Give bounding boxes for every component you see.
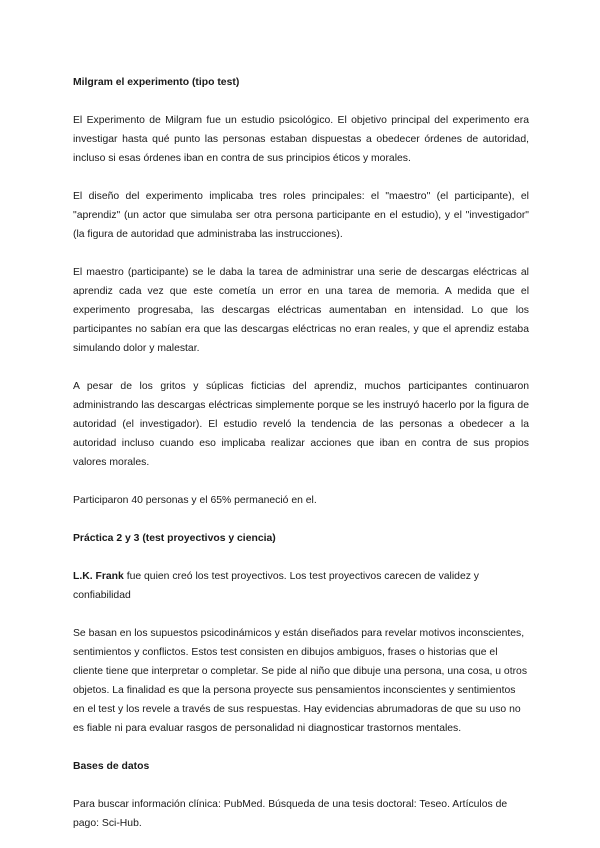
section-title-databases: Bases de datos [73, 761, 150, 772]
section-title-milgram: Milgram el experimento (tipo test) [73, 77, 240, 88]
paragraph-roles: El diseño del experimento implicaba tres roles principales: el "maestro" (el participante), el "aprendiz" (un actor que simulaba ser otra persona participante en el estudio), y el "investigador" (la figura de autoridad que administraba las instrucciones). [73, 191, 529, 240]
section-title-practica: Práctica 2 y 3 (test proyectivos y ciencia) [73, 533, 276, 544]
paragraph-participants: Participaron 40 personas y el 65% permaneció en el. [73, 495, 317, 506]
document-body [73, 73, 529, 833]
paragraph-frank [73, 567, 529, 605]
paragraph-intro: El Experimento de Milgram fue un estudio psicológico. El objetivo principal del experimento era investigar hasta qué punto las personas estaban dispuestas a obedecer órdenes de autoridad, incluso si esas órdenes iban en contra de sus principios éticos y morales. [73, 115, 529, 164]
frank-name: L.K. Frank [73, 571, 124, 582]
paragraph-databases: Para buscar información clínica: PubMed. Búsqueda de una tesis doctoral: Teseo. Artículos de pago: Sci-Hub. [73, 799, 508, 829]
paragraph-projective-tests: Se basan en los supuestos psicodinámicos y están diseñados para revelar motivos inconscientes, sentimientos y conflictos. Estos test consisten en dibujos ambiguos, frases o historias que el cliente tiene que interpretar o completar. Se pide al niño que dibuje una persona, una cosa, u otros objetos. La finalidad es que la persona proyecte sus pensamientos inconscientes y sentimientos en el test y los revele a través de sus respuestas. Hay evidencias abrumadoras de que su uso no es fiable ni para evaluar rasgos de personalidad ni diagnosticar trastornos mentales. [73, 628, 528, 734]
paragraph-procedure: El maestro (participante) se le daba la tarea de administrar una serie de descargas eléctricas al aprendiz cada vez que este cometía un error en una tarea de memoria. A medida que el experimento progresaba, las descargas eléctricas aumentaban en intensidad. Lo que los participantes no sabían era que las descargas eléctricas no eran reales, y que el aprendiz estaba simulando dolor y malestar. [73, 267, 529, 354]
frank-text: fue quien creó los test proyectivos. Los test proyectivos carecen de validez y confiabilidad [73, 571, 480, 601]
paragraph-results: A pesar de los gritos y súplicas ficticias del aprendiz, muchos participantes continuaron administrando las descargas eléctricas simplemente porque se les instruyó hacerlo por la figura de autoridad (el investigador). El estudio reveló la tendencia de las personas a obedecer a la autoridad incluso cuando eso implicaba realizar acciones que iban en contra de sus propios valores morales. [73, 381, 529, 468]
